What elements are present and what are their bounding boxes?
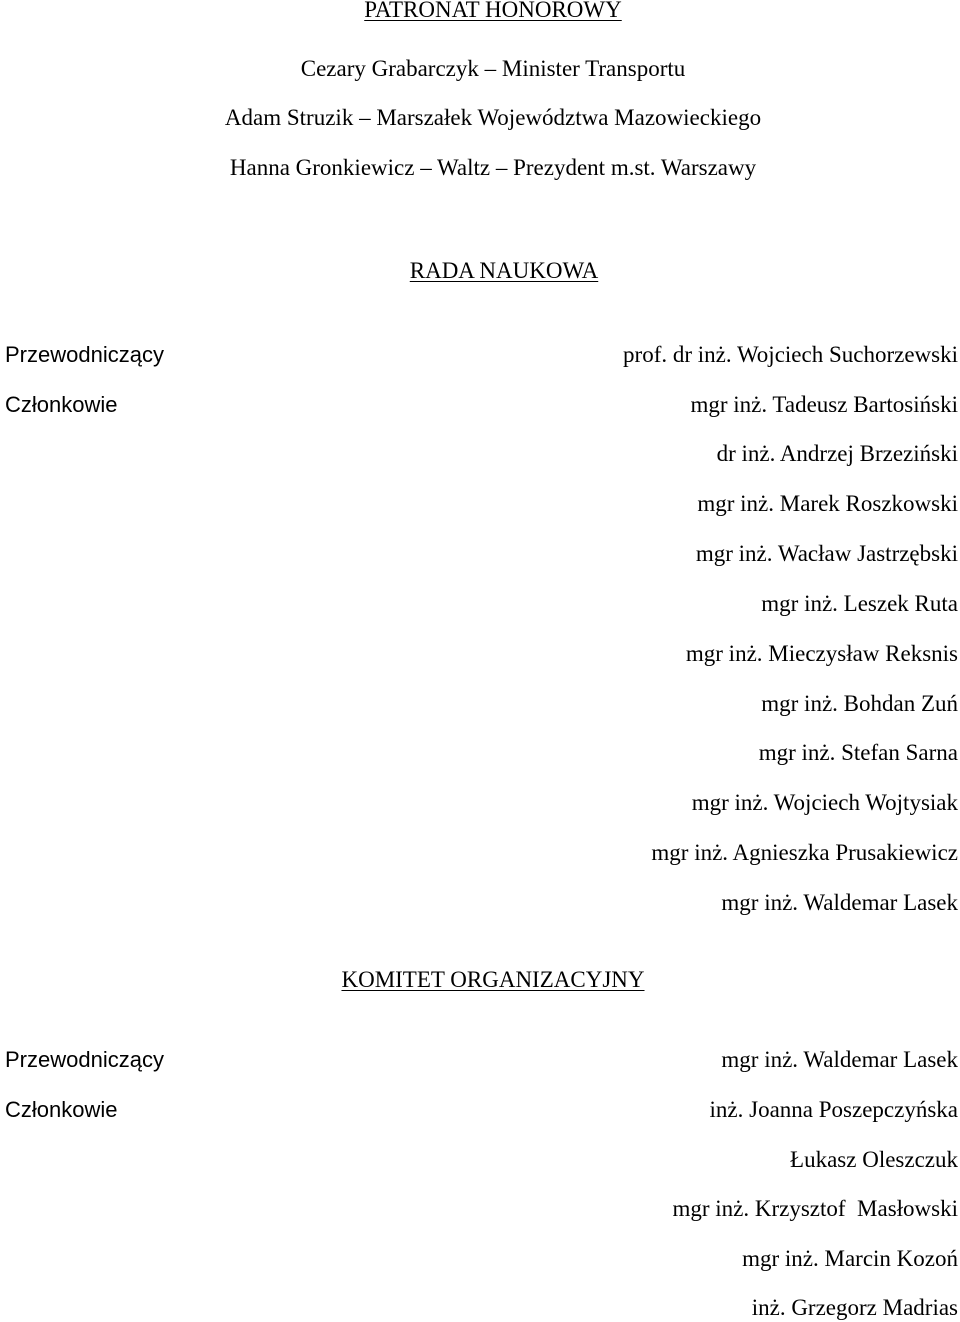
rada-chair-label: Przewodniczący — [5, 342, 164, 367]
patronat-heading: PATRONAT HONOROWY — [364, 0, 622, 22]
rada-member: dr inż. Andrzej Brzeziński — [716, 441, 958, 466]
rada-member: mgr inż. Waldemar Lasek — [721, 890, 958, 915]
rada-chair: prof. dr inż. Wojciech Suchorzewski — [623, 342, 958, 367]
komitet-heading: KOMITET ORGANIZACYJNY — [341, 967, 645, 992]
rada-member: mgr inż. Stefan Sarna — [758, 740, 958, 765]
rada-member: mgr inż. Leszek Ruta — [761, 591, 958, 616]
komitet-member: inż. Grzegorz Madrias — [751, 1295, 958, 1320]
rada-members-label: Członkowie — [5, 392, 118, 417]
rada-member: mgr inż. Tadeusz Bartosiński — [690, 392, 958, 417]
komitet-member: mgr inż. Marcin Kozoń — [742, 1246, 958, 1271]
rada-member: mgr inż. Bohdan Zuń — [761, 691, 958, 716]
komitet-member: inż. Joanna Poszepczyńska — [709, 1097, 958, 1122]
patronat-line-3: Hanna Gronkiewicz – Waltz – Prezydent m.st. Warszawy — [229, 155, 757, 180]
komitet-chair: mgr inż. Waldemar Lasek — [721, 1047, 958, 1072]
rada-member: mgr inż. Mieczysław Reksnis — [685, 641, 958, 666]
komitet-members-label: Członkowie — [5, 1097, 118, 1122]
patronat-line-2: Adam Struzik – Marszałek Województwa Mazowieckiego — [224, 105, 762, 130]
komitet-member: mgr inż. Krzysztof Masłowski — [672, 1196, 958, 1221]
rada-member: mgr inż. Agnieszka Prusakiewicz — [651, 840, 958, 865]
rada-heading: RADA NAUKOWA — [409, 258, 599, 283]
komitet-chair-label: Przewodniczący — [5, 1047, 164, 1072]
rada-member: mgr inż. Marek Roszkowski — [697, 491, 958, 516]
rada-member: mgr inż. Wojciech Wojtysiak — [691, 790, 958, 815]
rada-member: mgr inż. Wacław Jastrzębski — [695, 541, 958, 566]
patronat-line-1: Cezary Grabarczyk – Minister Transportu — [300, 56, 686, 81]
komitet-member: Łukasz Oleszczuk — [790, 1147, 958, 1172]
